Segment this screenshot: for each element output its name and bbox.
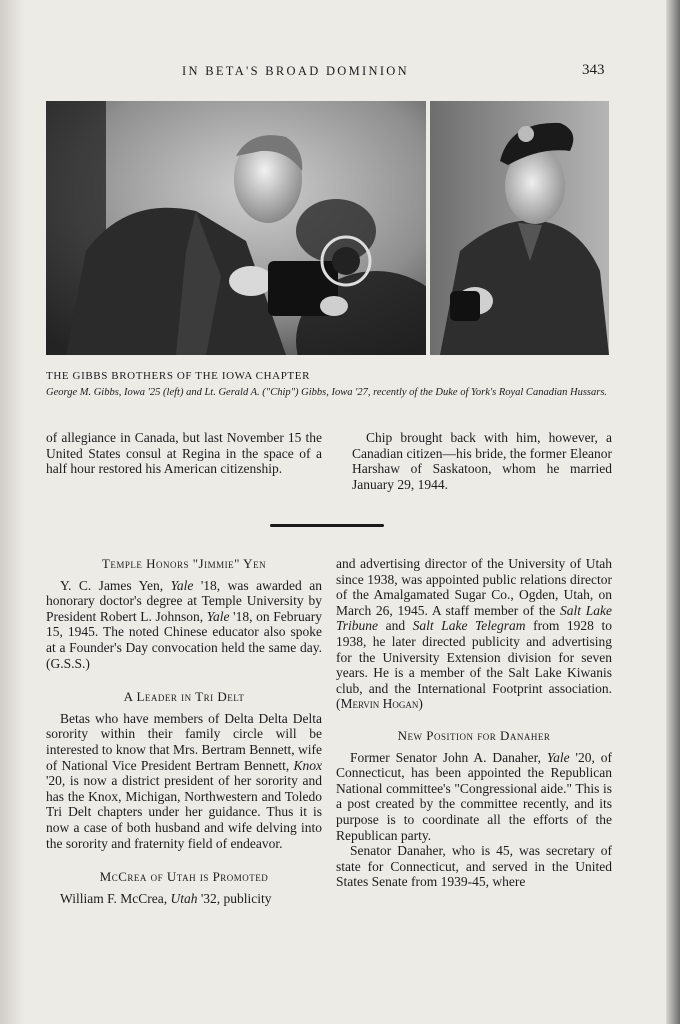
paragraph-mccrea-start: William F. McCrea, Utah '32, publicity — [60, 890, 272, 906]
running-title: IN BETA'S BROAD DOMINION — [182, 64, 409, 78]
heading-mccrea: McCrea of Utah is Promoted — [99, 869, 269, 885]
paragraph-tri-delt: Betas who have members of Delta Delta Delta sorority within their family circle will be interested to know that Mrs. Bertram Bennett, wife of National Vice President Bertram Bennett, Knox '20, is now a district president of her sorority and has the Knox, Michigan, Northwestern and Toledo Tri Delt chapters under her guidance. Thus it is now a case of both husband and wife delving into the sorority and fraternity field of endeavor. — [46, 710, 322, 851]
continuation-left — [46, 430, 322, 477]
paragraph-danaher: Former Senator John A. Danaher, Yale '20, of Connecticut, has been appointed the Republican National committee's "Congressional aide." This is a post created by the committee recently, and its purpose is to coordinate all the efforts of the Republican party. — [336, 749, 612, 843]
heading-danaher: New Position for Danaher — [397, 727, 551, 743]
paragraph-continuation-right: Chip brought back with him, however, a Canadian citizen—his bride, the former Eleanor Harshaw of Saskatoon, whom he married January 29, 1944. — [352, 430, 612, 492]
paragraph-continuation-left: of allegiance in Canada, but last November 15 the United States consul at Regina in the space of a half hour restored his American citizenship. — [46, 430, 322, 477]
photo-george-gibbs — [46, 101, 426, 355]
photo-man-with-camera-icon — [46, 101, 426, 355]
continuation-right — [352, 430, 612, 492]
paragraph-mccrea-continued: and advertising director of the University of Utah since 1938, was appointed public relations director of the Amalgamated Sugar Co., Ogden, Utah, on March 26, 1945. A staff member of the Salt Lake Tribune and Salt Lake Telegram from 1928 to 1938, he later directed publicity and advertising for the University Extension division for seven years. He is a member of the Salt Lake Kiwanis club, and the International Footprint association. (Mervin Hogan) — [336, 556, 612, 712]
heading-temple-honors: Temple Honors "Jimmie" Yen — [101, 556, 267, 571]
paragraph-temple: Y. C. James Yen, Yale '18, was awarded an honorary doctor's degree at Temple University by President Robert L. Johnson, Yale '18, on February 15, 1945. The noted Chinese educator also spoke at a Founder's Day convocation held the same day. (G.S.S.) — [46, 577, 322, 671]
photo-soldier-in-beret-icon — [430, 101, 609, 355]
right-column — [336, 556, 612, 890]
photo-gerald-gibbs — [430, 101, 609, 355]
caption-title: THE GIBBS BROTHERS OF THE IOWA CHAPTER — [46, 370, 311, 382]
paragraph-danaher-2: Senator Danaher, who is 45, was secretary of state for Connecticut, and served in the United States Senate from 1939-45, where — [336, 843, 612, 890]
left-column — [46, 556, 322, 906]
page-number: 343 — [582, 62, 605, 78]
caption-subtitle: George M. Gibbs, Iowa '25 (left) and Lt. Gerald A. ("Chip") Gibbs, Iowa '27, recently of the Duke of York's Royal Canadian Hussars. — [46, 387, 608, 398]
heading-tri-delt: A Leader in Tri Delt — [123, 689, 245, 705]
section-divider — [270, 524, 384, 527]
